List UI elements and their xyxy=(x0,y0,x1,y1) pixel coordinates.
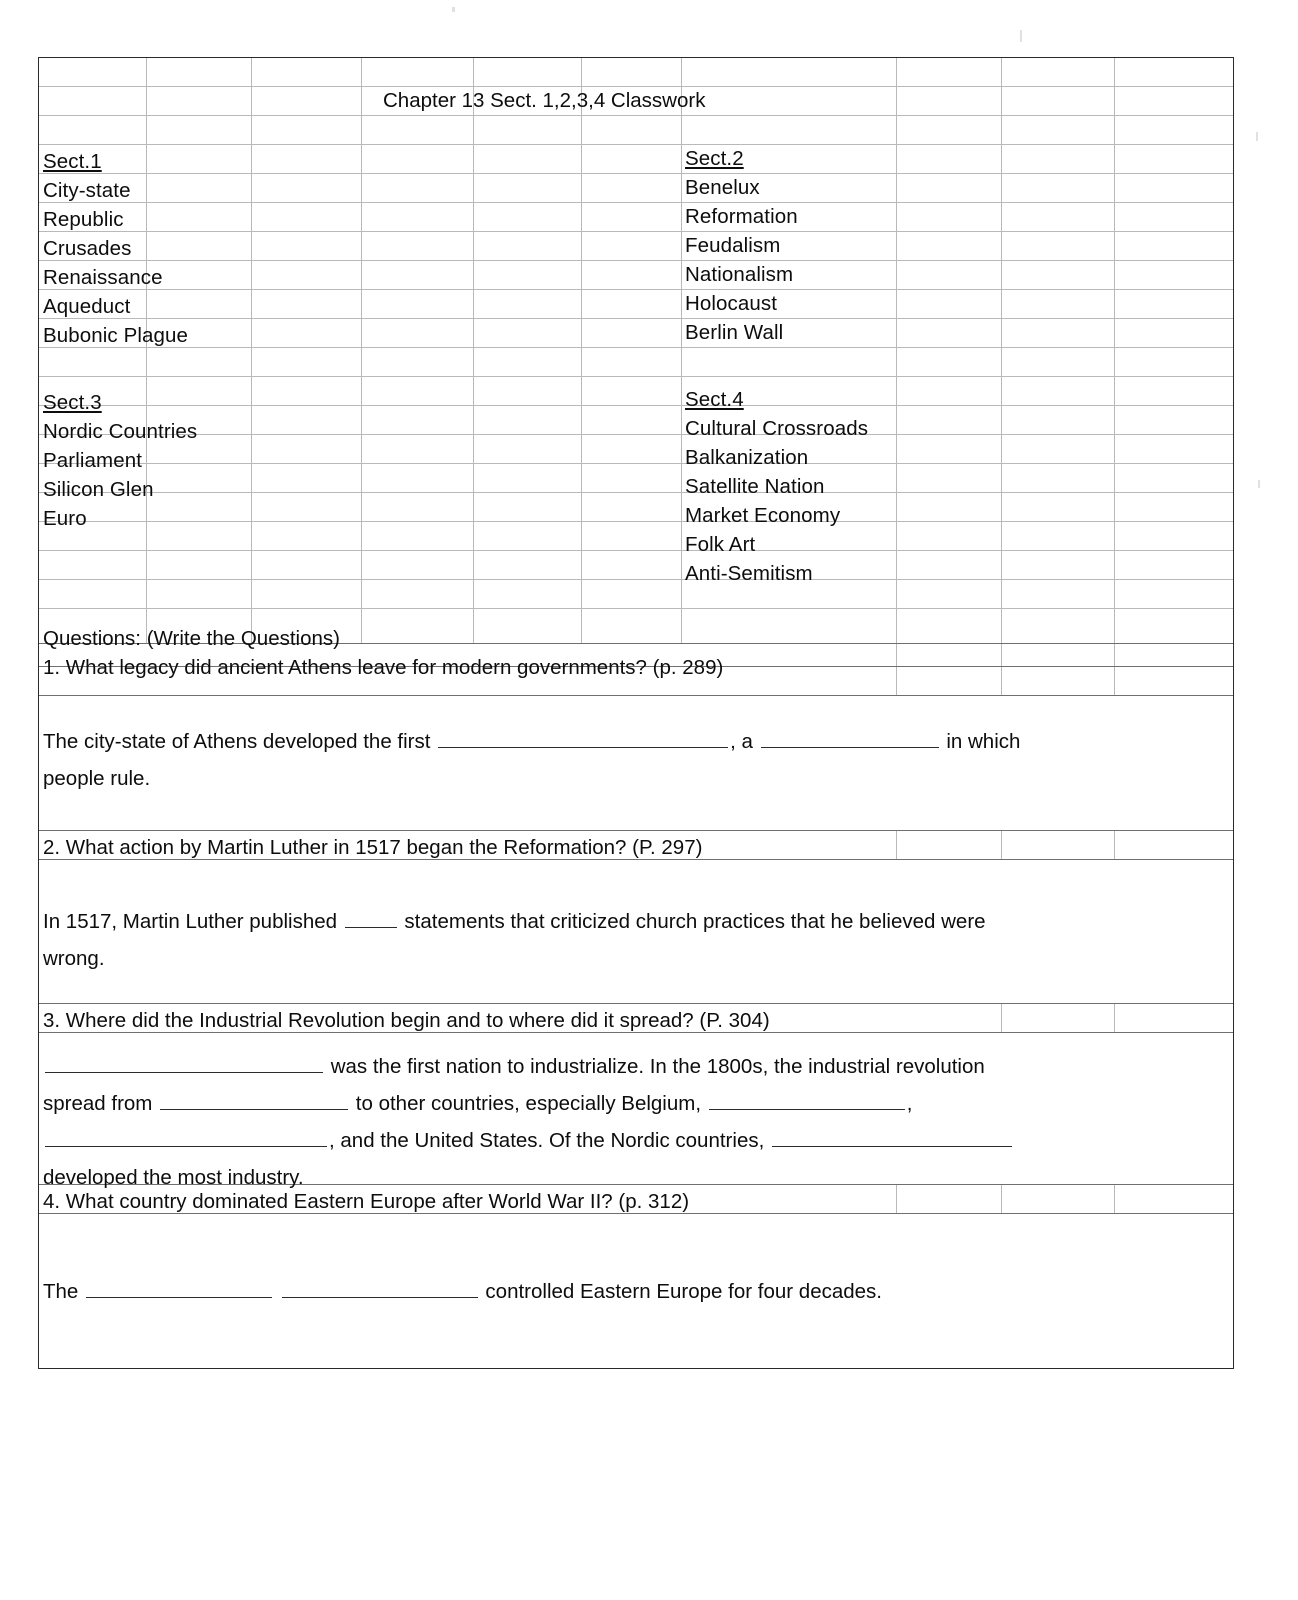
vocab-heading-sect4: Sect.4 xyxy=(685,388,744,411)
answer-text: , a xyxy=(730,730,759,753)
answer-text: was the first nation to industrialize. In the 1800s, the industrial revolution xyxy=(325,1055,985,1078)
vocab-term: Parliament xyxy=(43,449,142,472)
vocab-term: Anti-Semitism xyxy=(685,562,813,585)
answer-text: controlled Eastern Europe for four decades. xyxy=(479,1280,882,1303)
scan-speck xyxy=(452,7,455,12)
answer-text: spread from xyxy=(43,1092,159,1115)
vocab-term: City-state xyxy=(43,179,131,202)
grid-column-line xyxy=(681,58,682,643)
grid-column-line xyxy=(1114,830,1115,859)
question-answer-area xyxy=(43,723,1223,797)
grid-row-line xyxy=(39,202,1233,203)
vocab-term: Reformation xyxy=(685,205,798,228)
answer-line xyxy=(43,1085,1223,1122)
vocab-term: Nationalism xyxy=(685,263,794,286)
answer-text xyxy=(274,1280,280,1303)
grid-row-line xyxy=(39,318,1233,319)
worksheet-table xyxy=(38,57,1234,1369)
answer-text: The xyxy=(43,1280,85,1303)
vocab-term: Berlin Wall xyxy=(685,321,784,344)
answer-text: , xyxy=(906,1092,913,1115)
fill-in-blank[interactable] xyxy=(45,1129,327,1147)
question-prompt: 2. What action by Martin Luther in 1517 began the Reformation? (P. 297) xyxy=(43,836,703,859)
question-prompt: 3. Where did the Industrial Revolution begin and to where did it spread? (P. 304) xyxy=(43,1009,770,1032)
grid-row-line xyxy=(39,695,1233,696)
answer-text: developed the most industry. xyxy=(43,1166,304,1189)
grid-row-line xyxy=(39,289,1233,290)
question-prompt: 4. What country dominated Eastern Europe after World War II? (p. 312) xyxy=(43,1190,690,1213)
vocab-term: Crusades xyxy=(43,237,132,260)
grid-row-line xyxy=(39,173,1233,174)
grid-column-line xyxy=(1001,830,1002,859)
vocab-term: Renaissance xyxy=(43,266,163,289)
grid-column-line xyxy=(1114,58,1115,643)
grid-column-line xyxy=(1114,1003,1115,1032)
grid-column-line xyxy=(1001,58,1002,643)
vocab-term: Feudalism xyxy=(685,234,781,257)
vocab-term: Nordic Countries xyxy=(43,420,198,443)
grid-column-line xyxy=(361,58,362,643)
answer-line xyxy=(43,1122,1223,1159)
vocab-heading-sect3: Sect.3 xyxy=(43,391,102,414)
grid-row-line xyxy=(39,492,1233,493)
fill-in-blank[interactable] xyxy=(709,1092,905,1110)
answer-line xyxy=(43,723,1223,760)
grid-row-line xyxy=(39,550,1233,551)
grid-column-line xyxy=(1114,643,1115,695)
vocab-heading-sect1: Sect.1 xyxy=(43,150,102,173)
fill-in-blank[interactable] xyxy=(772,1129,1012,1147)
fill-in-blank[interactable] xyxy=(438,730,728,748)
grid-row-line xyxy=(39,463,1233,464)
vocab-term: Bubonic Plague xyxy=(43,324,189,347)
answer-text: statements that criticized church practices that he believed were xyxy=(398,910,986,933)
vocab-term: Euro xyxy=(43,507,87,530)
grid-row-line xyxy=(39,260,1233,261)
fill-in-blank[interactable] xyxy=(761,730,939,748)
answer-text: The city-state of Athens developed the first xyxy=(43,730,437,753)
grid-column-line xyxy=(1001,643,1002,695)
vocab-term: Cultural Crossroads xyxy=(685,417,869,440)
questions-header: Questions: (Write the Questions) xyxy=(43,627,340,650)
answer-text: to other countries, especially Belgium, xyxy=(350,1092,707,1115)
grid-column-line xyxy=(473,58,474,643)
answer-text: In 1517, Martin Luther published xyxy=(43,910,343,933)
page-title: Chapter 13 Sect. 1,2,3,4 Classwork xyxy=(383,89,706,112)
grid-row-line xyxy=(39,434,1233,435)
scan-speck xyxy=(1020,30,1022,42)
grid-row-line xyxy=(39,115,1233,116)
grid-row-line xyxy=(39,579,1233,580)
grid-row-line xyxy=(39,1003,1233,1004)
scan-speck xyxy=(1256,132,1258,141)
vocab-term: Balkanization xyxy=(685,446,809,469)
grid-row-line xyxy=(39,405,1233,406)
fill-in-blank[interactable] xyxy=(86,1280,272,1298)
grid-row-line xyxy=(39,376,1233,377)
fill-in-blank[interactable] xyxy=(345,910,397,928)
grid-row-line xyxy=(39,521,1233,522)
question-answer-area xyxy=(43,1048,1223,1196)
answer-line xyxy=(43,1273,1223,1310)
question-prompt: 1. What legacy did ancient Athens leave for modern governments? (p. 289) xyxy=(43,656,724,679)
grid-column-line xyxy=(146,58,147,643)
grid-column-line xyxy=(896,643,897,695)
answer-line xyxy=(43,940,1223,977)
question-answer-area xyxy=(43,1273,1223,1310)
grid-row-line xyxy=(39,231,1233,232)
vocab-term: Benelux xyxy=(685,176,760,199)
grid-row-line xyxy=(39,144,1233,145)
answer-text: , and the United States. Of the Nordic countries, xyxy=(329,1129,770,1152)
fill-in-blank[interactable] xyxy=(282,1280,478,1298)
vocab-term: Republic xyxy=(43,208,124,231)
answer-text: people rule. xyxy=(43,767,151,790)
grid-column-line xyxy=(896,830,897,859)
grid-column-line xyxy=(896,58,897,643)
fill-in-blank[interactable] xyxy=(160,1092,348,1110)
answer-text: wrong. xyxy=(43,947,105,970)
grid-column-line xyxy=(251,58,252,643)
answer-line xyxy=(43,903,1223,940)
vocab-heading-sect2: Sect.2 xyxy=(685,147,744,170)
vocab-term: Market Economy xyxy=(685,504,841,527)
vocab-term: Folk Art xyxy=(685,533,756,556)
scan-speck xyxy=(1258,480,1260,488)
fill-in-blank[interactable] xyxy=(45,1055,323,1073)
vocab-term: Satellite Nation xyxy=(685,475,825,498)
vocab-term: Silicon Glen xyxy=(43,478,154,501)
grid-column-line xyxy=(581,58,582,643)
answer-line xyxy=(43,1048,1223,1085)
grid-row-line xyxy=(39,347,1233,348)
vocab-term: Holocaust xyxy=(685,292,778,315)
grid-row-line xyxy=(39,608,1233,609)
answer-line xyxy=(43,760,1223,797)
vocab-term: Aqueduct xyxy=(43,295,131,318)
question-answer-area xyxy=(43,903,1223,977)
grid-row-line xyxy=(39,830,1233,831)
grid-column-line xyxy=(1001,1003,1002,1032)
answer-text: in which xyxy=(940,730,1021,753)
